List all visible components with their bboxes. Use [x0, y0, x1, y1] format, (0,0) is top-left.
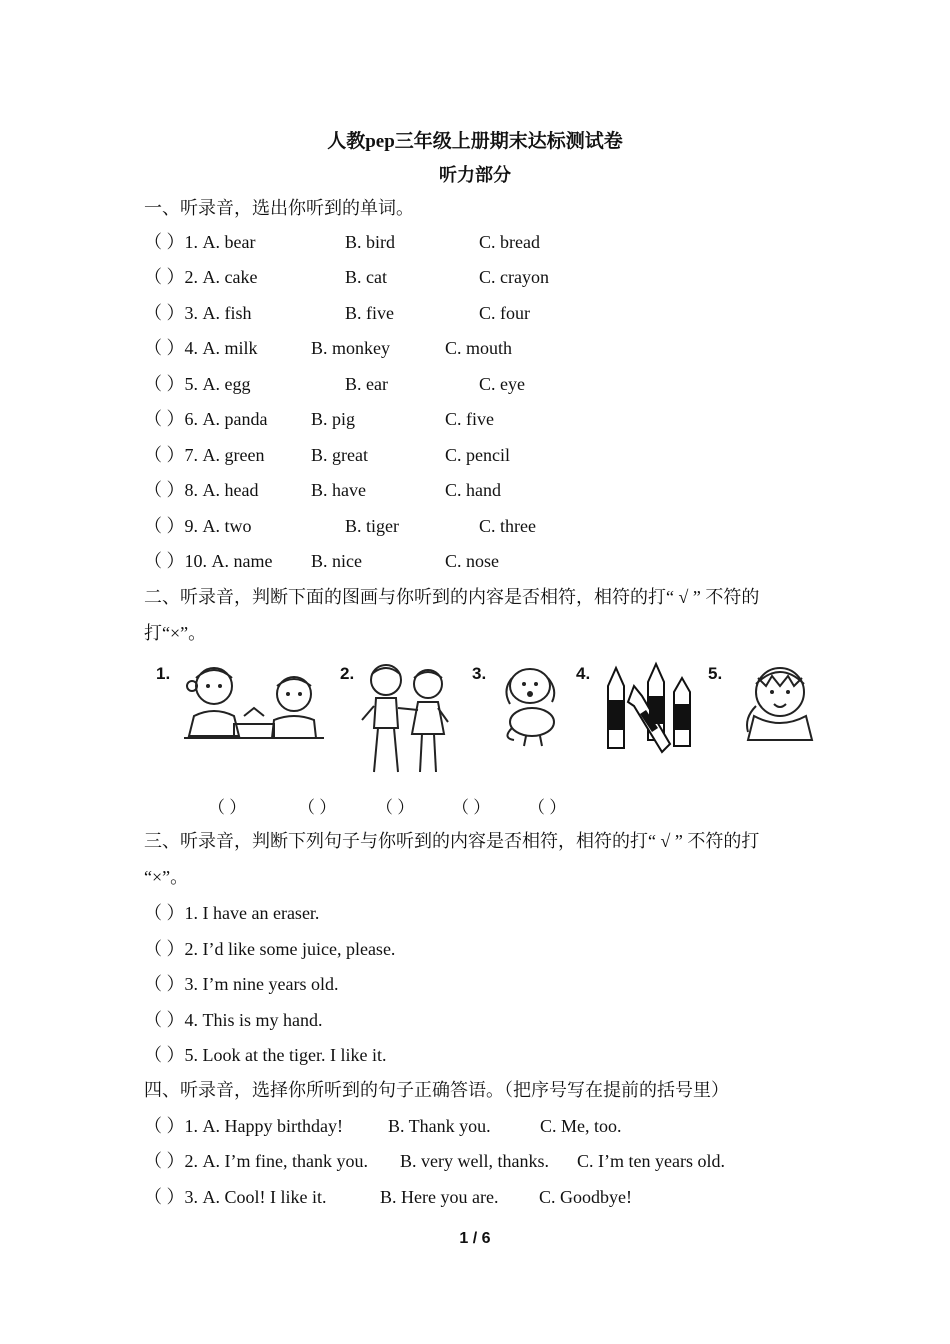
list-item-num: （ ）10. A. name	[144, 551, 273, 571]
answer-blank[interactable]: （ ）	[376, 798, 415, 817]
page-subtitle: 听力部分	[439, 165, 511, 185]
kids-at-table-illustration	[144, 656, 334, 780]
list-item-b: B. pig	[311, 409, 356, 429]
picture-5	[700, 656, 856, 780]
list-item-a: （ ）1. A. Happy birthday!	[144, 1116, 343, 1136]
list-item-b: B. bird	[345, 232, 396, 252]
list-item-c: C. mouth	[445, 338, 513, 358]
list-item-b: B. tiger	[345, 516, 399, 536]
picture-number: 5.	[708, 664, 723, 683]
list-item-num: （ ）9. A. two	[144, 516, 252, 536]
picture-strip	[144, 656, 856, 780]
list-item-a: （ ）3. A. Cool! I like it.	[144, 1187, 327, 1207]
list-item-num: （ ）3. A. fish	[144, 303, 252, 323]
list-item-c: C. pencil	[445, 445, 510, 465]
picture-4	[578, 656, 698, 780]
page-number: 1 / 6	[459, 1230, 491, 1247]
list-item-b: B. ear	[345, 374, 388, 394]
list-item-c: C. five	[445, 409, 494, 429]
page-title: 人教pep三年级上册期末达标测试卷	[327, 131, 623, 152]
list-item-c: C. I’m ten years old.	[577, 1151, 725, 1171]
list-item: （ ）4. This is my hand.	[144, 1010, 323, 1030]
list-item-b: B. great	[311, 445, 368, 465]
list-item-num: （ ）6. A. panda	[144, 409, 268, 429]
list-item-num: （ ）1. A. bear	[144, 232, 256, 252]
section2-heading-cont: 打“×”。	[144, 623, 207, 643]
section2-heading: 二、听录音，判断下面的图画与你听到的内容是否相符，相符的打“ √ ” 不符的	[144, 587, 760, 607]
picture-number: 3.	[472, 664, 487, 683]
list-item-c: C. three	[479, 516, 536, 536]
list-item-c: C. crayon	[479, 267, 549, 287]
list-item-b: B. Thank you.	[388, 1116, 491, 1136]
answer-blank[interactable]: （ ）	[298, 798, 337, 817]
answer-blank[interactable]: （ ）	[452, 798, 491, 817]
picture-2	[336, 656, 466, 780]
list-item: （ ）2. I’d like some juice, please.	[144, 939, 396, 959]
section1-heading: 一、听录音，选出你听到的单词。	[144, 198, 414, 218]
boy-and-girl-illustration	[336, 656, 466, 780]
list-item-c: C. bread	[479, 232, 540, 252]
picture-1	[144, 656, 334, 780]
list-item-c: C. four	[479, 303, 530, 323]
list-item: （ ）5. Look at the tiger. I like it.	[144, 1045, 387, 1065]
section3-heading: 三、听录音，判断下列句子与你听到的内容是否相符，相符的打“ √ ” 不符的打	[144, 831, 760, 851]
list-item: （ ）1. I have an eraser.	[144, 903, 320, 923]
answer-blank[interactable]: （ ）	[208, 798, 247, 817]
list-item-c: C. eye	[479, 374, 525, 394]
list-item-c: C. nose	[445, 551, 499, 571]
list-item-b: B. nice	[311, 551, 362, 571]
list-item-num: （ ）8. A. head	[144, 480, 259, 500]
list-item-num: （ ）5. A. egg	[144, 374, 251, 394]
crayons-illustration	[578, 656, 698, 780]
list-item-b: B. Here you are.	[380, 1187, 499, 1207]
answer-blank[interactable]: （ ）	[528, 798, 567, 817]
section4-heading: 四、听录音，选择你所听到的句子正确答语。（把序号写在提前的括号里）	[144, 1080, 729, 1100]
list-item-c: C. Goodbye!	[539, 1187, 632, 1207]
list-item-b: B. cat	[345, 267, 387, 287]
list-item: （ ）3. I’m nine years old.	[144, 974, 339, 994]
list-item-c: C. Me, too.	[540, 1116, 622, 1136]
list-item-a: （ ）2. A. I’m fine, thank you.	[144, 1151, 368, 1171]
list-item-b: B. have	[311, 480, 366, 500]
list-item-b: B. very well, thanks.	[400, 1151, 549, 1171]
picture-number: 2.	[340, 664, 355, 683]
picture-number: 1.	[156, 664, 171, 683]
list-item-c: C. hand	[445, 480, 501, 500]
list-item-num: （ ）7. A. green	[144, 445, 265, 465]
picture-number: 4.	[576, 664, 591, 683]
list-item-b: B. five	[345, 303, 394, 323]
picture-3	[468, 656, 576, 780]
list-item-num: （ ）2. A. cake	[144, 267, 258, 287]
section3-heading-cont: “×”。	[144, 867, 189, 887]
list-item-b: B. monkey	[311, 338, 390, 358]
child-touching-face-illustration	[700, 656, 856, 780]
list-item-num: （ ）4. A. milk	[144, 338, 258, 358]
